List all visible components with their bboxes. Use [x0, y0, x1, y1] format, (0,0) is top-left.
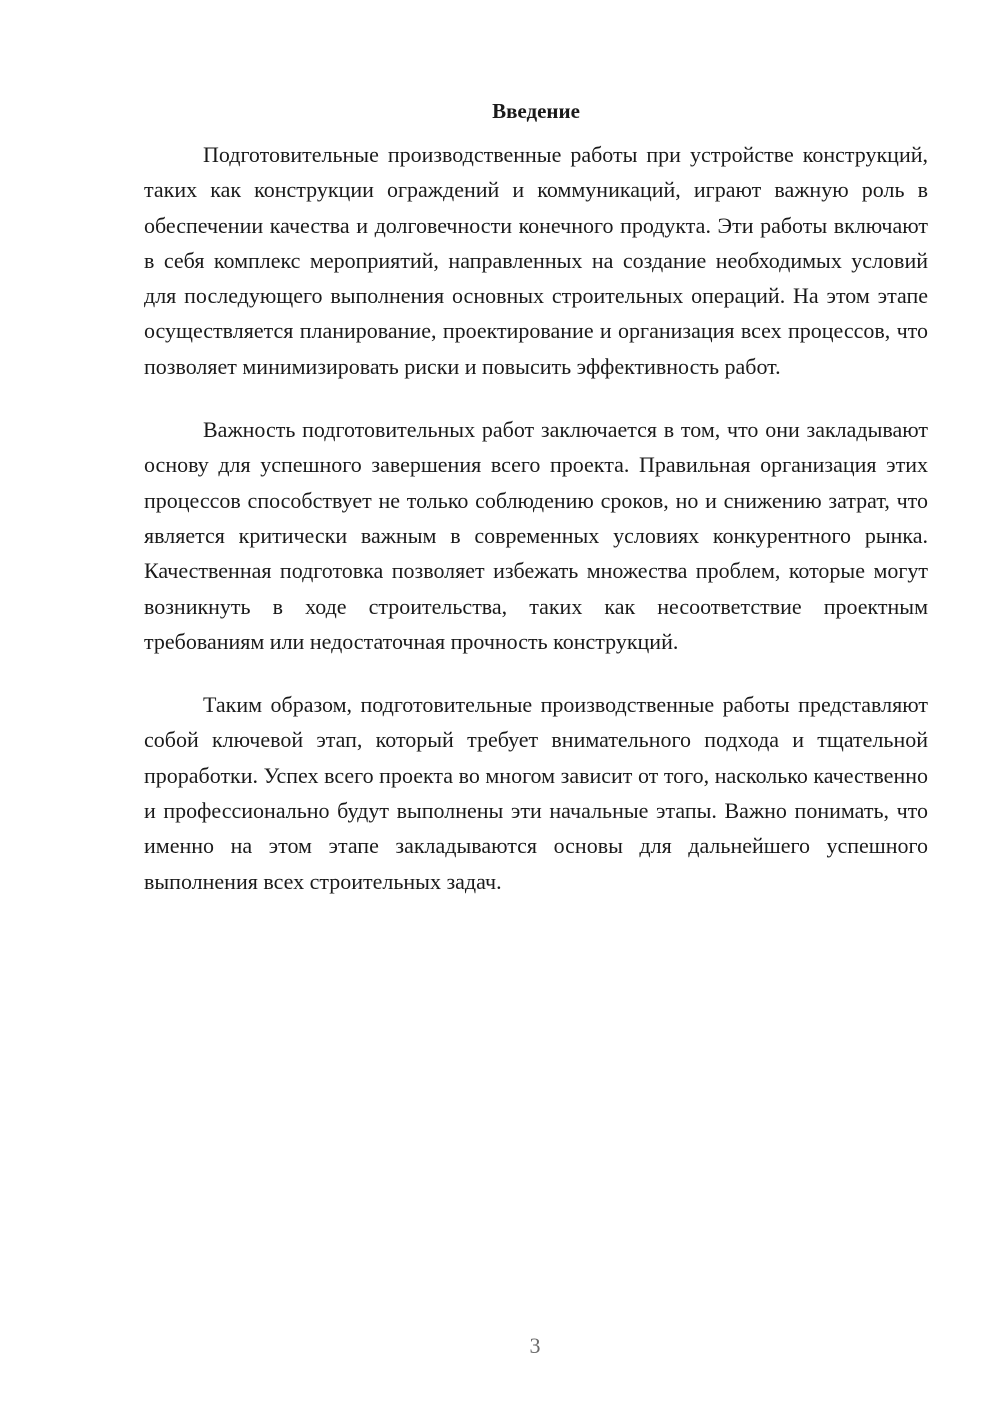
section-heading: Введение [492, 99, 580, 123]
paragraph-3: Таким образом, подготовительные производственные работы представляют собой ключевой этап, который требует внимательного подхода и тщательной проработки. Успех всего проекта во многом зависит от того, насколько качественно и профессионально будут выполнены эти начальные этапы. Важно понимать, что именно на этом этапе закладываются основы для дальнейшего успешного выполнения всех строительных задач. [144, 692, 928, 894]
paragraph-1: Подготовительные производственные работы при устройстве конструкций, таких как конструкции ограждений и коммуникаций, играют важную роль в обеспечении качества и долговечности конечного продукта. Эти работы включают в себя комплекс мероприятий, направленных на создание необходимых условий для последующего выполнения основных строительных операций. На этом этапе осуществляется планирование, проектирование и организация всех процессов, что позволяет минимизировать риски и повысить эффективность работ. [144, 142, 928, 379]
paragraph-2: Важность подготовительных работ заключается в том, что они закладывают основу для успешного завершения всего проекта. Правильная организация этих процессов способствует не только соблюдению сроков, но и снижению затрат, что является критически важным в современных условиях конкурентного рынка. Качественная подготовка позволяет избежать множества проблем, которые могут возникнуть в ходе строительства, таких как несоответствие проектным требованиям или недостаточная прочность конструкций. [144, 417, 928, 654]
page-content [144, 95, 928, 927]
page-number: 3 [529, 1333, 541, 1358]
